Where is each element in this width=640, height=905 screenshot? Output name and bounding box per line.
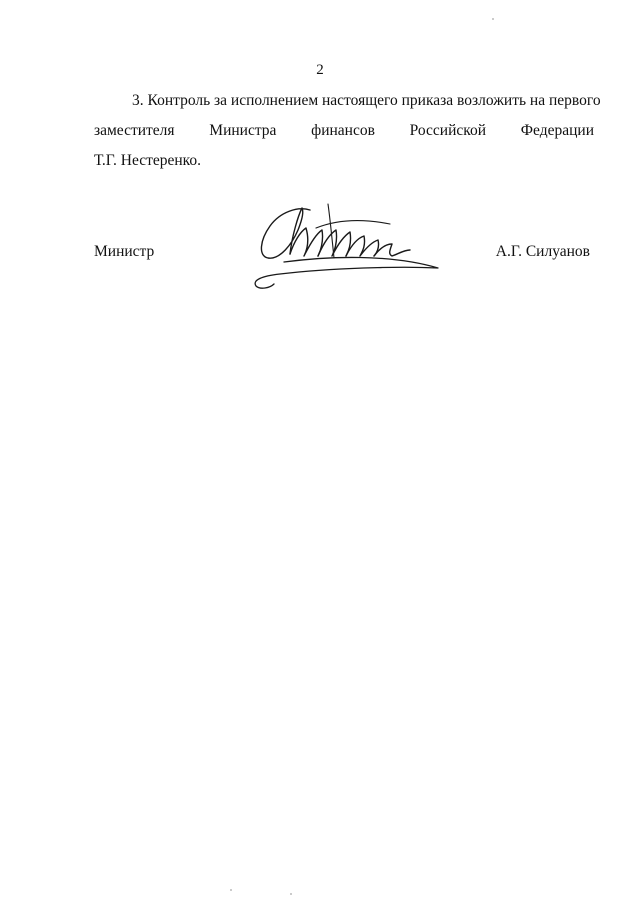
paragraph-line-2	[94, 119, 594, 149]
word: заместителя	[94, 122, 175, 139]
word: Министра	[209, 122, 277, 139]
word: Федерации	[520, 122, 594, 139]
page-number: 2	[316, 62, 324, 78]
handwritten-signature	[240, 198, 450, 298]
paragraph-line-3: Т.Г. Нестеренко.	[94, 152, 202, 169]
signer-name: А.Г. Силуанов	[495, 243, 590, 260]
scan-speck	[492, 18, 494, 20]
word: финансов	[311, 122, 375, 139]
signer-position: Министр	[94, 243, 155, 260]
word: Российской	[409, 122, 487, 139]
paragraph-line-1: 3. Контроль за исполнением настоящего приказа возложить на первого	[132, 92, 601, 109]
scan-speck	[230, 889, 232, 891]
signature-block	[94, 240, 590, 310]
scan-speck	[290, 893, 292, 895]
body-paragraph	[94, 89, 601, 179]
